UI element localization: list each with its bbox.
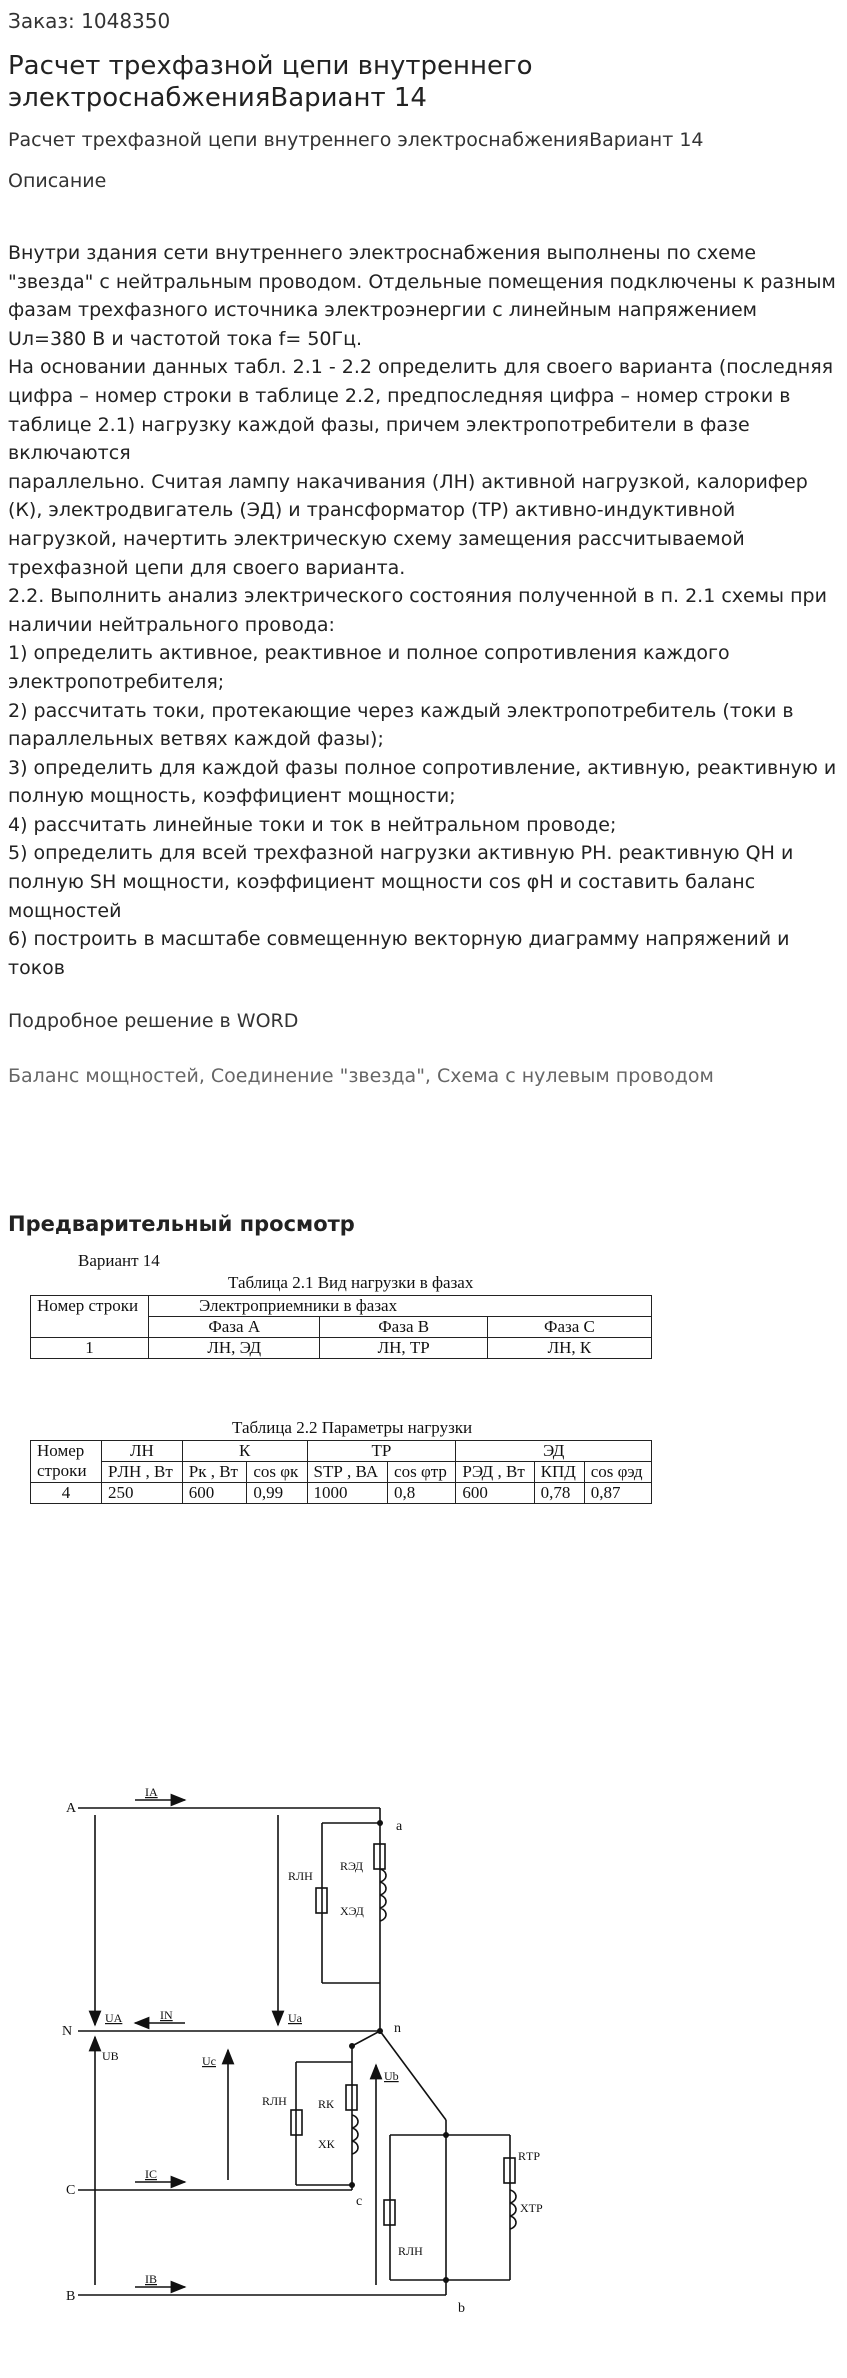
t1-header-phase-b: Фаза В [320,1317,487,1338]
t2-cell: 0,8 [388,1483,456,1504]
label-in: IN [160,2008,173,2022]
word-note: Подробное решение в WORD [8,1010,299,1033]
t2-header-cos-tr: cos φтр [388,1462,456,1483]
t1-header-row-number: Номер строки [31,1296,149,1338]
variant-label: Вариант 14 [78,1251,160,1270]
t2-cell: 0,78 [534,1483,584,1504]
order-number: Заказ: 1048350 [8,9,171,33]
t2-cell: 600 [456,1483,534,1504]
label-ib: IB [145,2272,157,2286]
t1-cell: ЛН, ТР [320,1338,487,1359]
node-label-n: n [394,2021,401,2036]
tag-list[interactable]: Баланс мощностей, Соединение "звезда", Схема с нулевым проводом [8,1065,714,1088]
t2-cell: 4 [31,1483,102,1504]
label-ua: UA [105,2011,123,2025]
label-x-ed: XЭД [340,1904,364,1918]
node-label-b: b [458,2301,465,2316]
t2-header-kpd: КПД [534,1462,584,1483]
label-ub-phase: Ub [384,2069,399,2083]
inductor-x-k [352,2115,358,2154]
t2-header-cos-k: cos φк [247,1462,307,1483]
page-title: Расчет трехфазной цепи внутреннего электроснабженияВариант 14 [8,51,533,113]
t2-header-p-ed: PЭД , Вт [456,1462,534,1483]
label-ia: IA [145,1785,158,1799]
t2-cell: 250 [102,1483,183,1504]
circuit-schematic [0,1540,847,2378]
page-subtitle: Расчет трехфазной цепи внутреннего электроснабженияВариант 14 [8,129,704,151]
t2-header-ln: ЛН [102,1441,183,1462]
load-parameters-table [30,1440,652,1504]
t2-cell: 600 [182,1483,247,1504]
description-heading: Описание [8,170,107,192]
table2-caption: Таблица 2.2 Параметры нагрузки [232,1418,473,1437]
load-type-table [30,1295,652,1359]
t1-cell: 1 [31,1338,149,1359]
table-row [31,1338,652,1359]
t1-header-phase-a: Фаза А [149,1317,320,1338]
t2-header-s-tr: SТР , ВА [307,1462,388,1483]
label-x-tr: XТР [520,2201,543,2215]
label-r-ln-c: RЛН [262,2094,287,2108]
node-label-b-line: B [66,2289,76,2304]
label-r-k: RК [318,2097,335,2111]
t2-header-row-number: Номер строки [31,1441,102,1483]
t2-cell: 0,87 [584,1483,651,1504]
label-r-ln-b: RЛН [398,2244,423,2258]
t1-cell: ЛН, К [487,1338,651,1359]
label-ua-phase: Ua [288,2011,302,2025]
inductor-x-tr [510,2190,516,2229]
label-ub: UB [102,2049,119,2063]
t2-cell: 0,99 [247,1483,307,1504]
t2-header-p-k: Pк , Вт [182,1462,247,1483]
label-r-ed: RЭД [340,1859,364,1873]
t2-header-tr: ТР [307,1441,456,1462]
t2-header-cos-ed: cos φэд [584,1462,651,1483]
description-text: Внутри здания сети внутреннего электроснабжения выполнены по схеме "звезда" с нейтральным проводом. Отдельные помещения подключены к разным фазам трехфазного источника электроэнергии с линейным напряжением Uл=380 В и частотой тока f= 50Гц. На основании данных табл. 2.1 - 2.2 определить для своего варианта (последняя цифра – номер строки в таблице 2.2, предпоследняя цифра – номер строки в таблице 2.1) нагрузку каждой фазы, причем электропотребители в фазе включаются параллельно. Считая лампу накачивания (ЛН) активной нагрузкой, калорифер (К), электродвигатель (ЭД) и трансформатор (ТР) активно-индуктивной нагрузкой, начертить электрическую схему замещения рассчитываемой трехфазной цепи для своего варианта. 2.2. Выполнить анализ электрического состояния полученной в п. 2.1 схемы при наличии нейтрального провода: 1) определить активное, реактивное и полное сопротивления каждого электропотребителя; 2) рассчитать токи, протекающие через каждый электропотребитель (токи в параллельных ветвях каждой фазы); 3) определить для каждой фазы полное сопротивление, активную, реактивную и полную мощность, коэффициент мощности; 4) рассчитать линейные токи и ток в нейтральном проводе; 5) определить для всей трехфазной нагрузки активную PН. реактивную QН и полную SН мощности, коэффициент мощности cos φН и составить баланс мощностей 6) построить в масштабе совмещенную векторную диаграмму напряжений и токов [8,242,837,979]
label-r-ln-a: RЛН [288,1869,313,1883]
table1-caption: Таблица 2.1 Вид нагрузки в фазах [228,1273,474,1292]
label-uc-phase: Uc [202,2054,216,2068]
t2-header-p-ln: PЛН , Вт [102,1462,183,1483]
node-label-a-line: A [66,1801,77,1816]
label-x-k: XК [318,2137,335,2151]
t1-cell: ЛН, ЭД [149,1338,320,1359]
t2-header-ed: ЭД [456,1441,652,1462]
node-label-n-line: N [62,2024,73,2039]
preview-heading: Предварительный просмотр [8,1212,355,1236]
node-label-a: a [396,1819,403,1834]
table-row [31,1483,652,1504]
label-ic: IC [145,2167,157,2181]
node-label-c-line: C [66,2183,76,2198]
t2-header-k: К [182,1441,307,1462]
node-label-c: c [356,2194,363,2209]
t2-cell: 1000 [307,1483,388,1504]
label-r-tr: RТР [518,2149,541,2163]
t1-header-group: Электроприемники в фазах [149,1296,652,1317]
t1-header-phase-c: Фаза С [487,1317,651,1338]
inductor-x-ed [380,1869,386,1921]
